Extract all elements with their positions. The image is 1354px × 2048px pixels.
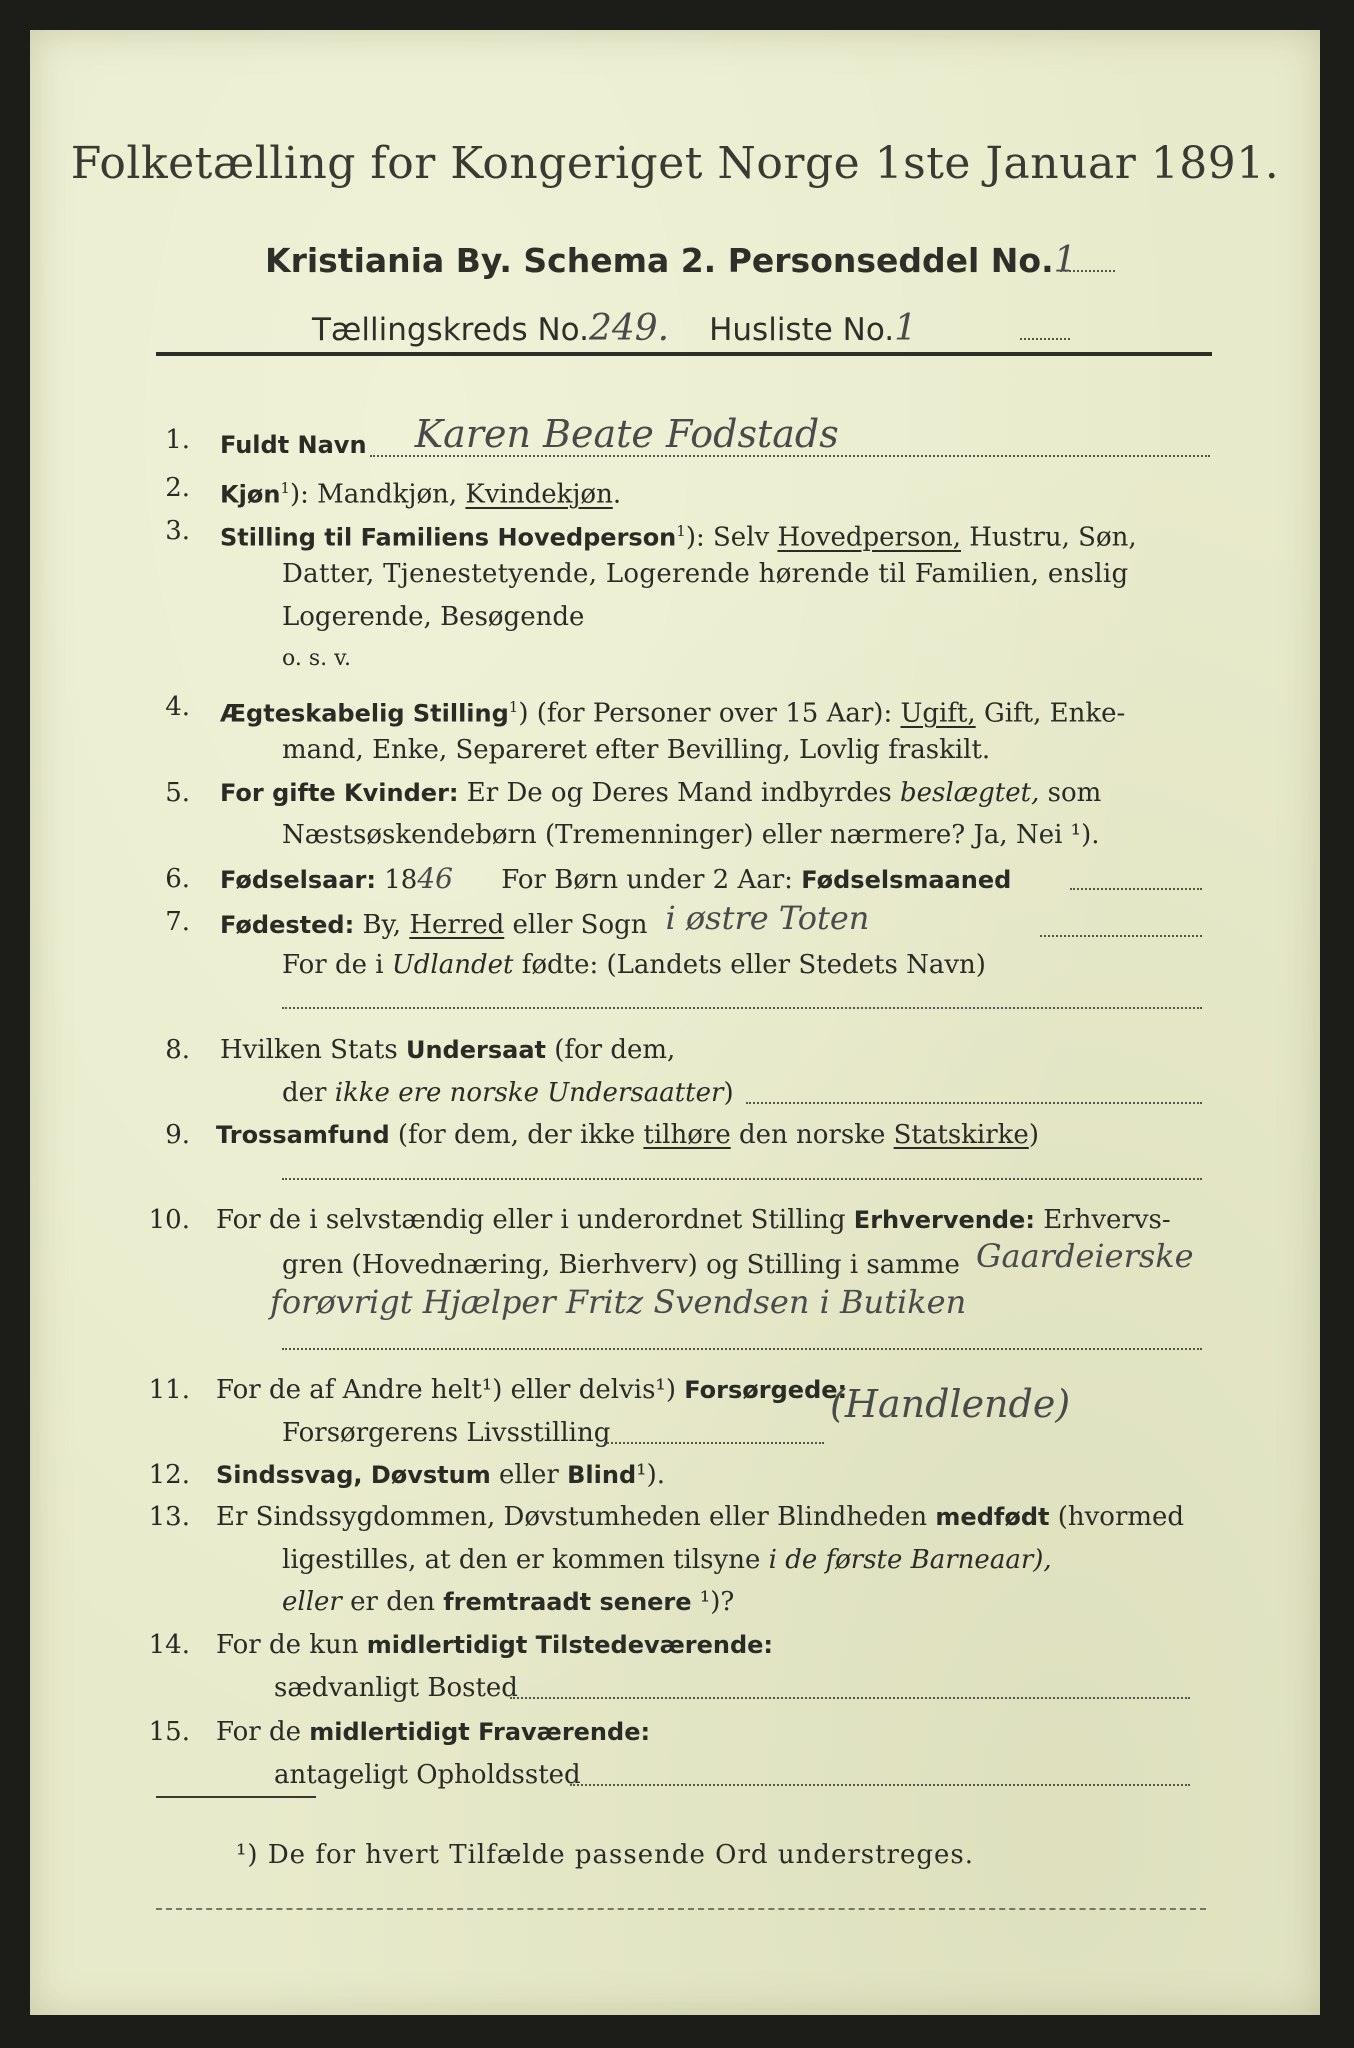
husliste-dots xyxy=(1020,338,1070,340)
birthplace-dots xyxy=(1040,935,1202,937)
selected-option: tilhøre xyxy=(643,1120,731,1150)
item-number: 3. xyxy=(165,516,190,546)
option-text: Forsørgerens Livsstilling xyxy=(282,1418,611,1448)
option-text: 18 xyxy=(376,865,418,895)
selected-option: Statskirke xyxy=(893,1120,1029,1150)
footnote-mark: 1 xyxy=(676,522,686,540)
selected-option: Herred xyxy=(409,910,505,940)
selected-option: Hovedperson, xyxy=(777,522,961,553)
field-label: midlertidigt Tilstedeværende: xyxy=(366,1631,774,1659)
husliste-label: Husliste No. xyxy=(709,312,895,348)
footnote: ¹) De for hvert Tilfælde passende Ord understreges. xyxy=(236,1840,975,1870)
option-text: Næstsøskendebørn (Tremenninger) eller nærmere? Ja, Nei ¹). xyxy=(282,820,1100,850)
field-label: Sindssvag, Døvstum xyxy=(216,1461,491,1489)
option-text: den norske xyxy=(730,1120,894,1150)
occupation-dots xyxy=(282,1348,1202,1350)
option-text: Logerende, Besøgende xyxy=(282,602,585,632)
item-number: 6. xyxy=(165,864,190,894)
taellingskreds-label: Tællingskreds No. xyxy=(312,312,589,348)
handwritten-year: 46 xyxy=(417,862,453,895)
field-label: Blind xyxy=(567,1461,637,1489)
option-text: Er De og Deres Mand indbyrdes xyxy=(458,778,901,808)
field-label: fremtraadt senere xyxy=(443,1588,692,1616)
handwritten-name: Karen Beate Fodstads xyxy=(414,412,839,456)
personseddel-number: 1 xyxy=(1053,240,1077,281)
field-label: For gifte Kvinder: xyxy=(220,779,459,807)
field-label: Stilling til Familiens Hovedperson xyxy=(220,523,677,552)
provider-dots xyxy=(604,1442,824,1444)
footnote-mark: 1 xyxy=(280,479,290,497)
selected-option: Kvindekjøn xyxy=(465,479,613,510)
option-text: fødte: (Landets eller Stedets Navn) xyxy=(513,950,986,980)
birth-month-dots xyxy=(1070,888,1202,890)
field-label: Undersaat xyxy=(405,1036,546,1064)
option-text: For de af Andre helt¹) eller delvis¹) xyxy=(216,1375,685,1405)
citizenship-dots xyxy=(746,1102,1202,1104)
form-subtitle-personseddel xyxy=(265,240,1077,281)
form-subtitle-kreds xyxy=(312,308,917,349)
field-label: Kjøn xyxy=(220,480,281,509)
option-text: Er Sindssygdommen, Døvstumheden eller Blindheden xyxy=(216,1502,936,1532)
handwritten-occupation: Gaardeierske xyxy=(975,1237,1194,1275)
item-number: 7. xyxy=(165,907,190,937)
whereabouts-dots xyxy=(570,1784,1190,1786)
form-title: Folketælling for Kongeriget Norge 1ste Januar 1891. xyxy=(70,138,1280,189)
option-text: ): Selv xyxy=(685,522,778,553)
field-label: Fuldt Navn xyxy=(220,431,367,459)
option-text: som xyxy=(1039,778,1102,808)
field-label: Erhvervende: xyxy=(853,1206,1035,1234)
field-label: midlertidigt Fraværende: xyxy=(309,1718,651,1746)
option-text: For de i selvstændig eller i underordnet Stilling xyxy=(216,1205,854,1235)
option-text: ¹)? xyxy=(691,1587,735,1617)
option-text: ¹). xyxy=(636,1460,665,1490)
personseddel-dots xyxy=(1060,270,1115,272)
selected-option: Ugift, xyxy=(900,698,976,729)
religion-dots xyxy=(282,1178,1202,1180)
handwritten-birthplace: i østre Toten xyxy=(665,899,870,937)
header-rule xyxy=(156,352,1212,356)
option-text: Erhvervs- xyxy=(1034,1205,1171,1235)
option-text: eller xyxy=(282,1587,342,1617)
item-number: 13. xyxy=(148,1502,190,1532)
option-text: Gift, Enke- xyxy=(975,698,1126,729)
item-number: 1. xyxy=(165,425,190,455)
option-text: ): Mandkjøn, xyxy=(289,479,466,510)
option-text: mand, Enke, Separeret efter Bevilling, Lovlig fraskilt. xyxy=(282,735,991,765)
option-text: ikke ere norske Undersaatter xyxy=(334,1078,724,1108)
option-text: ligestilles, at den er kommen tilsyne xyxy=(282,1545,769,1575)
field-label: Fødested: xyxy=(220,911,355,939)
option-text: beslægtet, xyxy=(900,778,1040,808)
option-text: er den xyxy=(341,1587,444,1617)
option-text: Udlandet xyxy=(391,950,514,980)
option-text: (for dem, xyxy=(545,1035,676,1065)
option-text: o. s. v. xyxy=(282,646,351,671)
taellingskreds-number: 249. xyxy=(588,308,670,349)
footnote-mark: 1 xyxy=(508,698,519,716)
option-text: ) xyxy=(1028,1120,1039,1150)
field-label: medfødt xyxy=(935,1503,1050,1531)
residence-dots xyxy=(510,1697,1190,1699)
option-text: der xyxy=(282,1078,335,1108)
option-text: (hvormed xyxy=(1049,1502,1185,1532)
option-text: eller Sogn xyxy=(504,910,648,940)
option-text: antageligt Opholdssted xyxy=(274,1760,581,1790)
item-number: 14. xyxy=(148,1630,190,1660)
item-number: 11. xyxy=(148,1375,190,1405)
option-text: (for dem, der ikke xyxy=(389,1120,644,1150)
option-text: For de i xyxy=(282,950,392,980)
census-form-sheet xyxy=(30,30,1320,2015)
name-dots xyxy=(370,455,1210,457)
option-text: Datter, Tjenestetyende, Logerende hørende til Familien, enslig xyxy=(282,559,1129,589)
item-number: 2. xyxy=(165,473,190,503)
option-text: ) xyxy=(723,1078,734,1108)
option-text: Hvilken Stats xyxy=(220,1035,406,1065)
handwritten-occupation-continued: forøvrigt Hjælper Fritz Svendsen i Butiken xyxy=(270,1283,967,1321)
option-text: Hustru, Søn, xyxy=(960,522,1137,553)
option-text: For Børn under 2 Aar: xyxy=(493,865,802,895)
bottom-dashed-line xyxy=(156,1908,1206,1910)
item-number: 12. xyxy=(148,1460,190,1490)
option-text: i de første Barneaar), xyxy=(768,1545,1052,1575)
item-number: 8. xyxy=(165,1035,190,1065)
option-text: gren (Hovednæring, Bierhverv) og Stilling i samme xyxy=(282,1250,960,1280)
item-number: 15. xyxy=(148,1717,190,1747)
option-text: eller xyxy=(490,1460,568,1490)
field-label: Forsørgede: xyxy=(684,1376,848,1404)
option-text: For de xyxy=(216,1717,310,1747)
husliste-number: 1 xyxy=(894,308,918,349)
item-number: 4. xyxy=(165,692,190,722)
item-number: 9. xyxy=(165,1120,190,1150)
option-text: By, xyxy=(354,910,410,940)
foreign-birthplace-dots xyxy=(282,1007,1202,1009)
handwritten-provider: (Handlende) xyxy=(830,1382,1071,1426)
field-label: Fødselsaar: xyxy=(220,866,376,894)
option-text: sædvanligt Bosted xyxy=(274,1673,518,1703)
field-label: Ægteskabelig Stilling xyxy=(220,699,509,728)
option-text: For de kun xyxy=(216,1630,367,1660)
option-text: ) (for Personer over 15 Aar): xyxy=(518,698,901,729)
field-label: Fødselsmaaned xyxy=(801,866,1012,894)
option-text: . xyxy=(612,479,622,510)
personseddel-label: Kristiania By. Schema 2. Personseddel No. xyxy=(265,241,1054,280)
item-number: 5. xyxy=(165,778,190,808)
field-label: Trossamfund xyxy=(216,1121,390,1149)
footnote-rule xyxy=(156,1796,316,1798)
item-number: 10. xyxy=(148,1205,190,1235)
